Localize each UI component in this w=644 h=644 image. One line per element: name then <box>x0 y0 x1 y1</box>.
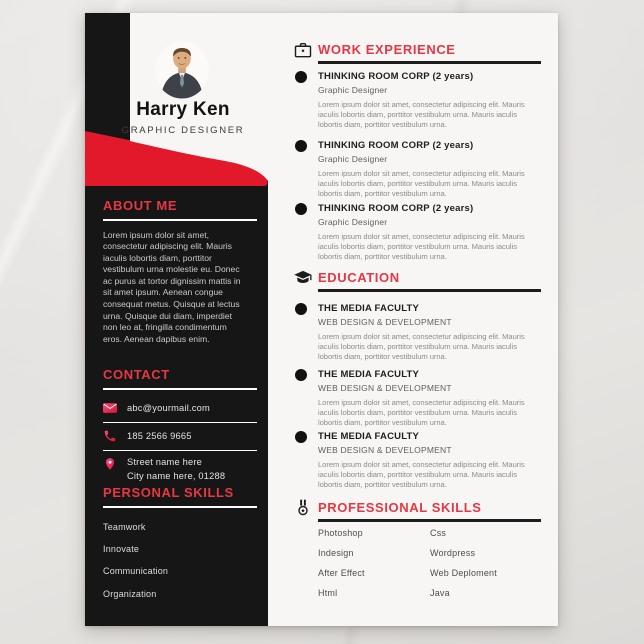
bullet-dot <box>295 203 307 215</box>
section-underline <box>318 61 541 64</box>
skills-column-1 <box>318 523 365 603</box>
personal-skill-item: Innovate <box>103 543 140 554</box>
work-entry-title: THINKING ROOM CORP (2 years) <box>318 140 474 151</box>
skill-item: Wordpress <box>430 548 476 558</box>
education-entry-title: THE MEDIA FACULTY <box>318 369 420 380</box>
body-line: iaculis lobortis diam, porttitor vestibulum urna. Mauris iaculis <box>318 178 517 188</box>
skill-item: Java <box>430 588 450 598</box>
person-role: GRAPHIC DESIGNER <box>121 125 245 136</box>
envelope-icon <box>103 401 117 415</box>
education-entry-subtitle: WEB DESIGN & DEVELOPMENT <box>318 316 452 327</box>
skills-column-2 <box>430 523 497 603</box>
person-name: Harry Ken <box>136 99 230 120</box>
work-experience-title: WORK EXPERIENCE <box>318 42 456 57</box>
education-header <box>293 268 541 294</box>
body-line: lobortis diam, porttitor vestibulum urna. <box>318 188 447 198</box>
body-line: lobortis diam, porttitor vestibulum urna. <box>318 251 447 261</box>
address-line1: Street name here <box>127 457 203 468</box>
skill-item: After Effect <box>318 568 365 578</box>
profile-photo <box>153 41 211 99</box>
bullet-dot <box>295 71 307 83</box>
about-text-line: iaculis lobortis diam, porttitor <box>103 252 212 263</box>
education-entry-subtitle: WEB DESIGN & DEVELOPMENT <box>318 382 452 393</box>
body-line: Lorem ipsum dolor sit amet, consectetur adipiscing elit. Mauris <box>318 99 525 109</box>
about-text-line: ac purus at tortor dignissim mattis in <box>103 275 241 286</box>
education-entry-body <box>318 332 541 363</box>
personal-skill-item: Teamwork <box>103 521 146 532</box>
about-text-line: vestibulum urna molestie eu. Donec <box>103 264 240 275</box>
education-entry-title: THE MEDIA FACULTY <box>318 303 420 314</box>
divider <box>103 388 257 390</box>
sidebar <box>85 13 268 626</box>
work-entry <box>293 140 541 199</box>
about-text-line: non leo at, fringilla condimentum <box>103 322 227 333</box>
education-title: EDUCATION <box>318 270 400 285</box>
professional-skills-title: PROFESSIONAL SKILLS <box>318 500 482 515</box>
work-experience-header <box>293 40 541 66</box>
skill-item: Web Deploment <box>430 568 497 578</box>
bullet-dot <box>295 369 307 381</box>
bullet-dot <box>295 140 307 152</box>
body-line: iaculis lobortis diam, porttitor vestibulum urna. Mauris iaculis <box>318 241 517 251</box>
work-entry-body <box>318 232 541 263</box>
education-entry-body <box>318 398 541 429</box>
education-entry-title: THE MEDIA FACULTY <box>318 431 420 442</box>
personal-skill-item: Organization <box>103 588 157 599</box>
professional-skills-header <box>293 498 541 524</box>
contact-address-row <box>103 456 257 483</box>
divider <box>103 422 257 423</box>
personal-skills-heading: PERSONAL SKILLS <box>103 485 234 500</box>
work-entry-subtitle: Graphic Designer <box>318 216 388 227</box>
map-pin-icon <box>103 457 117 471</box>
personal-skill-item: Communication <box>103 566 169 577</box>
about-text-line: Lorem ipsum dolor sit amet, <box>103 229 210 240</box>
headshot-illustration <box>153 41 211 99</box>
contact-heading: CONTACT <box>103 367 170 382</box>
about-section <box>103 198 257 345</box>
graduation-cap-icon <box>293 268 313 288</box>
contact-phone-row <box>103 426 257 447</box>
work-entry-title: THINKING ROOM CORP (2 years) <box>318 71 474 82</box>
personal-skills-section <box>103 485 257 605</box>
body-line: Lorem ipsum dolor sit amet, consectetur adipiscing elit. Mauris <box>318 397 525 407</box>
skill-item: Html <box>318 588 338 598</box>
contact-email-row <box>103 398 257 419</box>
divider <box>103 450 257 451</box>
about-text <box>103 230 257 346</box>
body-line: lobortis diam, porttitor vestibulum urna. <box>318 351 447 361</box>
main-content <box>268 13 558 626</box>
work-entry-subtitle: Graphic Designer <box>318 153 388 164</box>
about-text-line: consectetur adipiscing elit. Mauris <box>103 241 232 252</box>
education-entry-body <box>318 460 541 491</box>
body-line: iaculis lobortis diam, porttitor vestibulum urna. Mauris iaculis <box>318 341 517 351</box>
bullet-dot <box>295 303 307 315</box>
work-entry <box>293 71 541 130</box>
address-value <box>127 456 225 483</box>
work-entry-subtitle: Graphic Designer <box>318 84 388 95</box>
personal-skills-list <box>103 516 257 606</box>
body-line: iaculis lobortis diam, porttitor vestibulum urna. Mauris iaculis <box>318 469 517 479</box>
work-entry-body <box>318 169 541 200</box>
work-entry-title: THINKING ROOM CORP (2 years) <box>318 203 474 214</box>
education-entry-subtitle: WEB DESIGN & DEVELOPMENT <box>318 444 452 455</box>
body-line: lobortis diam, porttitor vestibulum urna. <box>318 479 447 489</box>
about-text-line: urna. Quisque dui diam, imperdiet <box>103 310 232 321</box>
divider <box>103 219 257 221</box>
skill-item: Css <box>430 528 447 538</box>
body-line: Lorem ipsum dolor sit amet, consectetur adipiscing elit. Mauris <box>318 331 525 341</box>
work-entry <box>293 203 541 262</box>
education-entry <box>293 303 541 362</box>
body-line: iaculis lobortis diam, porttitor vestibulum urna. Mauris iaculis <box>318 109 517 119</box>
briefcase-icon <box>293 40 313 60</box>
email-value: abc@yourmail.com <box>127 403 210 413</box>
contact-section <box>103 367 257 483</box>
body-line: lobortis diam, porttitor vestibulum urna. <box>318 119 447 129</box>
skill-item: Photoshop <box>318 528 363 538</box>
medal-icon <box>293 498 313 518</box>
skill-item: Indesign <box>318 548 354 558</box>
about-heading: ABOUT ME <box>103 198 178 213</box>
section-underline <box>318 519 541 522</box>
address-line2: City name here, 01288 <box>127 470 226 481</box>
phone-value: 185 2566 9665 <box>127 431 192 442</box>
work-entry-body <box>318 100 541 131</box>
divider <box>103 506 257 508</box>
bullet-dot <box>295 431 307 443</box>
body-line: Lorem ipsum dolor sit amet, consectetur adipiscing elit. Mauris <box>318 459 525 469</box>
body-line: Lorem ipsum dolor sit amet, consectetur adipiscing elit. Mauris <box>318 168 525 178</box>
body-line: Lorem ipsum dolor sit amet, consectetur adipiscing elit. Mauris <box>318 231 525 241</box>
body-line: iaculis lobortis diam, porttitor vestibulum urna. Mauris iaculis <box>318 407 517 417</box>
body-line: lobortis diam, porttitor vestibulum urna. <box>318 417 447 427</box>
section-underline <box>318 289 541 292</box>
education-entry <box>293 431 541 490</box>
about-text-line: consequat metus. Quisque at lectus <box>103 299 240 310</box>
about-text-line: eros. Aenean dapibus enim. <box>103 333 210 344</box>
resume-sheet <box>85 13 558 626</box>
phone-icon <box>103 429 117 443</box>
education-entry <box>293 369 541 428</box>
about-text-line: sit amet ipsum. Aenean congue <box>103 287 223 298</box>
